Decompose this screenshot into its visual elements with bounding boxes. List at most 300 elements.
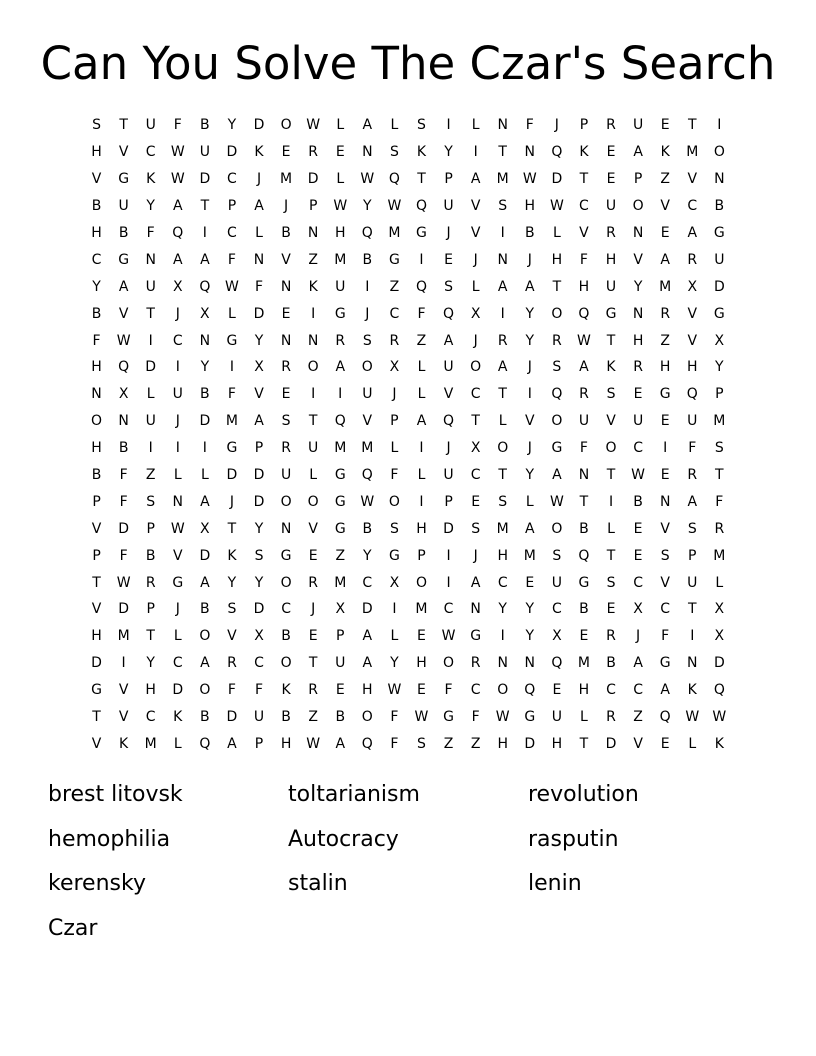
grid-letter: W [306,117,321,134]
grid-letter: I [365,278,370,295]
grid-letter: G [605,305,617,322]
grid-letter: I [446,547,451,564]
grid-letter: Z [389,278,400,295]
grid-letter: E [471,493,481,510]
grid-letter: V [118,682,129,699]
grid-letter: G [713,305,725,322]
grid-letter: T [227,520,237,537]
grid-letter: V [91,171,102,188]
grid-letter: J [365,305,370,322]
grid-letter: Q [578,305,590,322]
grid-letter: V [687,171,698,188]
grid-letter: W [712,709,727,726]
grid-letter: V [470,225,481,241]
grid-letter: I [229,359,234,376]
grid-row [83,515,733,542]
grid-letter: K [714,735,724,752]
grid-letter: T [579,493,589,510]
grid-letter: U [145,117,156,134]
grid-letter: J [446,440,451,457]
grid-letter: C [145,144,156,161]
grid-letter: B [281,225,291,241]
grid-letter: R [687,467,698,484]
grid-letter: Y [444,144,453,161]
grid-letter: O [280,574,292,591]
grid-letter: H [578,682,590,699]
grid-letter: H [91,440,102,457]
grid-letter: L [173,628,182,645]
grid-letter: B [145,547,156,564]
grid-letter: E [281,305,291,322]
grid-letter: T [308,413,318,430]
word-list-item: stalin [288,871,348,896]
grid-letter: V [660,520,670,537]
grid-letter: F [688,440,697,457]
grid-letter: C [633,682,643,699]
grid-letter: R [552,332,562,349]
grid-letter: K [254,144,264,161]
grid-letter: L [688,735,697,752]
grid-letter: B [200,601,210,618]
grid-letter: E [660,467,670,484]
grid-letter: A [200,251,210,268]
grid-letter: L [498,413,507,430]
grid-letter: I [690,628,695,645]
grid-letter: L [173,467,182,484]
grid-letter: F [254,278,264,295]
grid-letter: E [660,735,670,752]
grid-letter: Q [361,467,373,484]
grid-letter: W [306,735,321,752]
grid-letter: W [685,709,700,726]
grid-letter: O [388,493,400,510]
grid-letter: D [145,359,157,376]
grid-letter: C [687,198,698,215]
grid-letter: K [308,278,318,295]
grid-letter: V [687,332,698,349]
grid-letter: N [497,251,508,268]
grid-letter: B [714,198,725,215]
grid-letter: B [362,520,373,537]
word-list-item: toltarianism [288,782,420,807]
grid-letter: I [311,305,316,322]
grid-letter: J [527,440,532,457]
grid-letter: U [605,278,617,295]
grid-letter: I [608,493,614,510]
grid-letter: B [524,225,535,241]
grid-letter: Q [551,386,563,403]
grid-letter: P [227,198,237,215]
grid-letter: X [389,574,400,591]
grid-letter: S [471,520,481,537]
grid-letter: L [417,386,426,403]
grid-letter: B [118,225,129,241]
grid-letter: M [361,440,374,457]
grid-letter: Z [145,467,156,484]
grid-letter: H [145,682,156,699]
grid-letter: J [527,359,532,376]
grid-letter: C [281,601,291,618]
grid-letter: N [280,278,292,295]
grid-letter: F [579,251,588,268]
grid-letter: N [497,117,508,134]
grid-letter: F [390,467,399,484]
grid-letter: H [497,547,508,564]
grid-letter: V [227,628,237,645]
word-list-item: lenin [528,871,582,896]
grid-letter: S [362,332,372,349]
grid-letter: R [308,574,319,591]
grid-letter: I [175,359,180,376]
grid-letter: U [172,386,183,403]
grid-letter: D [253,117,265,134]
grid-letter: M [523,547,536,564]
grid-letter: B [91,198,102,215]
grid-letter: R [227,655,237,672]
grid-letter: S [714,440,724,457]
grid-letter: M [713,413,726,430]
grid-letter: L [471,278,480,295]
grid-letter: I [500,225,505,241]
grid-letter: F [661,628,670,645]
grid-letter: Q [361,735,373,752]
grid-letter: P [336,628,345,645]
grid-letter: A [200,655,210,672]
grid-letter: A [470,171,481,188]
grid-letter: U [443,359,454,376]
grid-letter: Y [254,574,264,591]
grid-letter: S [687,520,697,537]
grid-letter: C [362,574,373,591]
grid-letter: X [172,278,183,295]
grid-letter: V [308,520,318,537]
grid-letter: C [606,682,616,699]
grid-letter: B [91,305,102,322]
grid-letter: F [417,305,426,322]
grid-letter: B [281,628,291,645]
grid-letter: O [307,493,319,510]
grid-letter: Y [525,628,535,645]
grid-letter: H [524,198,536,215]
grid-letter: A [687,225,698,241]
grid-letter: P [444,171,453,188]
grid-letter: R [308,144,319,161]
grid-letter: O [497,682,509,699]
grid-letter: J [446,225,451,241]
grid-letter: L [390,440,399,457]
grid-letter: P [688,547,697,564]
grid-letter: G [416,225,427,241]
grid-letter: A [200,493,210,510]
grid-letter: T [606,467,616,484]
grid-letter: W [116,574,131,591]
grid-letter: C [172,332,183,349]
grid-letter: F [227,682,236,699]
grid-letter: N [280,520,292,537]
grid-letter: N [632,305,644,322]
grid-letter: W [387,198,402,215]
grid-letter: O [415,574,427,591]
grid-letter: U [335,278,346,295]
grid-letter: X [687,278,698,295]
grid-letter: R [579,386,589,403]
grid-letter: Q [415,198,427,215]
grid-letter: H [91,144,102,161]
grid-letter: V [91,520,102,537]
grid-letter: D [713,655,725,672]
grid-letter: J [229,493,234,510]
grid-letter: O [280,117,292,134]
grid-letter: B [579,520,589,537]
grid-letter: F [444,682,453,699]
grid-letter: Z [443,735,454,752]
grid-letter: R [606,628,616,645]
grid-letter: V [443,386,454,403]
grid-letter: D [443,520,454,537]
grid-letter: N [307,225,319,241]
grid-letter: U [443,198,454,215]
word-list-item: Autocracy [288,826,399,852]
grid-letter: K [146,171,156,188]
grid-letter: C [172,655,183,672]
grid-letter: N [714,171,725,188]
grid-letter: Q [551,144,563,161]
grid-letter: D [226,467,238,484]
grid-letter: Y [633,278,643,295]
grid-letter: G [226,440,238,457]
grid-letter: U [632,117,644,134]
grid-letter: N [687,655,698,672]
word-list-item: brest litovsk [48,782,183,807]
grid-letter: A [172,251,183,268]
grid-letter: W [225,278,239,295]
grid-letter: R [633,359,643,376]
grid-letter: Q [443,413,455,430]
grid-letter: A [118,278,129,295]
grid-row [83,542,733,569]
grid-row [83,650,733,677]
grid-letter: R [687,251,698,268]
grid-row [83,596,733,623]
grid-letter: E [417,682,426,699]
grid-letter: F [471,709,480,726]
grid-letter: O [199,628,211,645]
grid-letter: E [660,117,670,134]
grid-letter: I [148,332,153,349]
grid-letter: O [361,709,373,726]
grid-letter: I [527,386,532,403]
grid-letter: I [473,144,478,161]
grid-letter: X [552,628,562,645]
grid-letter: H [605,251,617,268]
grid-letter: B [200,709,210,726]
grid-letter: O [361,359,373,376]
grid-letter: K [416,144,427,161]
grid-letter: G [659,386,671,403]
grid-letter: W [549,198,564,215]
grid-letter: I [717,117,722,134]
grid-letter: W [170,520,185,537]
grid-letter: P [444,493,453,510]
grid-letter: A [660,682,670,699]
grid-letter: N [362,144,373,161]
grid-letter: R [660,305,671,322]
grid-letter: U [687,574,698,591]
grid-letter: C [443,601,454,618]
grid-letter: U [578,413,590,430]
grid-letter: Q [686,386,698,403]
grid-letter: I [202,225,207,241]
grid-letter: R [606,709,616,726]
letter-grid [83,112,733,757]
grid-letter: H [91,359,102,376]
grid-letter: A [633,655,643,672]
grid-letter: C [660,601,671,618]
grid-letter: X [714,332,725,349]
word-list [48,773,768,951]
grid-letter: S [552,359,562,376]
grid-letter: F [146,225,155,241]
grid-letter: T [119,117,128,134]
grid-letter: T [417,171,426,188]
grid-letter: S [146,493,156,510]
grid-letter: U [145,413,156,430]
grid-letter: R [281,440,291,457]
grid-letter: V [118,144,129,161]
grid-letter: Y [525,305,535,322]
grid-letter: G [334,493,346,510]
grid-letter: L [200,467,209,484]
grid-row [83,730,733,757]
grid-letter: I [311,386,316,403]
grid-letter: J [636,628,641,645]
grid-letter: A [525,520,535,537]
grid-letter: A [687,493,698,510]
grid-letter: P [579,117,589,134]
grid-letter: T [552,278,562,295]
grid-letter: W [333,198,348,215]
grid-row [83,139,733,166]
grid-letter: Q [524,682,536,699]
grid-letter: W [495,709,510,726]
grid-letter: T [498,144,507,161]
grid-row [83,193,733,220]
grid-letter: I [663,440,668,457]
grid-letter: I [121,655,126,672]
grid-letter: T [146,305,155,322]
grid-letter: S [417,117,426,134]
grid-row [83,273,733,300]
grid-letter: J [284,198,289,215]
grid-letter: L [525,493,534,510]
grid-letter: I [175,440,180,457]
grid-letter: J [473,547,478,564]
grid-letter: T [308,655,318,672]
grid-letter: Y [715,359,724,376]
grid-letter: E [660,225,670,241]
grid-letter: T [92,574,101,591]
grid-letter: X [470,305,481,322]
grid-letter: D [713,278,725,295]
grid-letter: G [551,440,563,457]
grid-letter: V [91,735,102,752]
grid-letter: F [92,332,101,349]
grid-letter: H [334,225,346,241]
grid-letter: N [632,225,644,241]
grid-letter: D [551,171,563,188]
grid-letter: T [579,171,589,188]
grid-letter: J [554,117,559,134]
grid-letter: L [228,305,236,322]
grid-letter: S [254,547,264,564]
grid-letter: W [170,171,185,188]
grid-letter: M [496,171,509,188]
grid-row [83,435,733,462]
grid-letter: K [660,144,670,161]
grid-letter: U [605,198,617,215]
grid-letter: S [389,144,399,161]
grid-letter: Y [146,198,155,215]
grid-letter: Z [660,171,670,188]
grid-letter: J [392,386,397,403]
grid-letter: F [119,547,128,564]
grid-letter: W [360,171,375,188]
grid-letter: R [606,225,616,241]
grid-letter: U [308,440,319,457]
grid-letter: A [335,735,346,752]
grid-letter: A [525,278,535,295]
grid-letter: D [226,144,238,161]
grid-letter: Q [199,735,211,752]
grid-letter: N [578,467,590,484]
grid-letter: I [202,440,207,457]
grid-letter: W [170,144,185,161]
grid-letter: C [633,440,643,457]
grid-letter: L [417,467,426,484]
grid-letter: Z [308,709,318,726]
grid-letter: E [579,628,589,645]
grid-letter: O [280,493,292,510]
grid-letter: C [470,386,481,403]
grid-letter: A [227,735,237,752]
grid-letter: N [307,332,319,349]
grid-letter: T [146,628,155,645]
grid-letter: G [334,467,346,484]
grid-letter: S [281,413,291,430]
grid-letter: S [606,574,616,591]
grid-letter: E [335,144,345,161]
grid-letter: Q [172,225,184,241]
grid-letter: O [443,655,455,672]
grid-letter: I [392,601,397,618]
grid-letter: E [633,386,643,403]
grid-letter: R [470,655,481,672]
grid-letter: S [444,278,453,295]
grid-letter: T [687,601,697,618]
grid-letter: C [227,225,237,241]
grid-letter: O [551,413,563,430]
grid-letter: U [362,386,373,403]
grid-letter: E [633,520,643,537]
grid-letter: R [145,574,156,591]
grid-letter: T [92,709,101,726]
grid-letter: G [172,574,184,591]
grid-letter: X [470,440,481,457]
grid-letter: F [579,440,588,457]
grid-letter: V [362,413,373,430]
grid-letter: A [579,359,589,376]
grid-row [83,488,733,515]
